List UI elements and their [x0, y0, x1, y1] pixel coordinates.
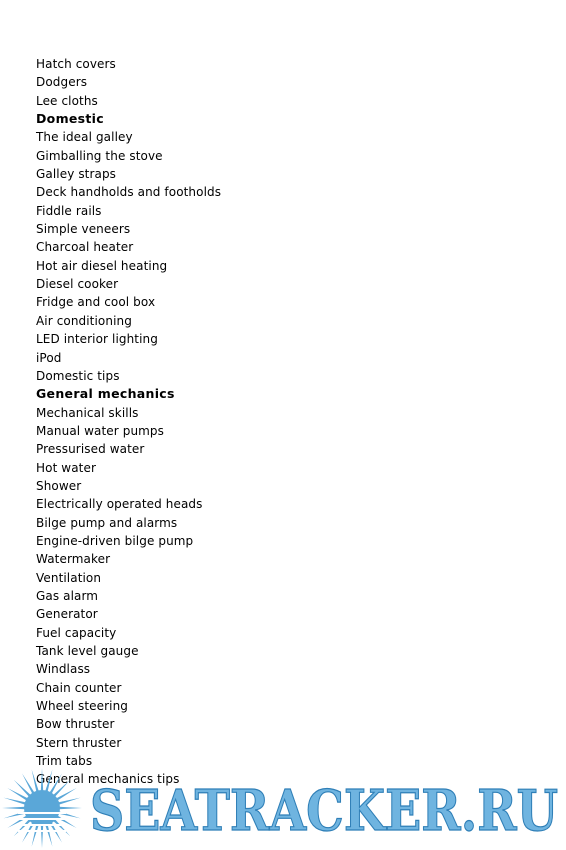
toc-entry: Bilge pump and alarms	[36, 515, 178, 530]
sun-logo-icon	[2, 768, 82, 848]
toc-entry: Charcoal heater	[36, 240, 134, 255]
toc-entry: Domestic tips	[36, 368, 120, 383]
toc-entry: Gimballing the stove	[36, 148, 163, 163]
table-of-contents	[36, 55, 221, 789]
toc-entry: Diesel cooker	[36, 277, 119, 292]
toc-entry: Deck handholds and footholds	[36, 185, 222, 200]
toc-entry: Hatch covers	[36, 57, 116, 71]
toc-entry: Tank level gauge	[36, 644, 139, 658]
toc-entry: General mechanics tips	[36, 772, 180, 787]
toc-entry: Chain counter	[36, 680, 122, 695]
toc-entry: Engine-driven bilge pump	[36, 533, 194, 548]
toc-entry: Galley straps	[36, 167, 117, 182]
toc-entry: Hot air diesel heating	[36, 258, 168, 273]
toc-entry: Stern thruster	[36, 735, 122, 750]
toc-entry: Manual water pumps	[36, 423, 165, 438]
toc-entry: Mechanical skills	[36, 405, 139, 420]
toc-entry: Gas alarm	[36, 588, 99, 603]
toc-entry: Fiddle rails	[36, 203, 102, 218]
toc-entry: Shower	[36, 478, 82, 493]
toc-entry: Wheel steering	[36, 699, 128, 714]
toc-section-heading: Domestic	[36, 111, 104, 127]
watermark-text: SEATRACKER.RU	[90, 778, 558, 844]
toc-entry: Dodgers	[36, 75, 88, 90]
toc-entry: Windlass	[36, 662, 91, 677]
toc-entry: iPod	[36, 350, 62, 365]
seatracker-watermark	[0, 768, 566, 850]
toc-entry: Simple veneers	[36, 222, 131, 237]
toc-entry: Fridge and cool box	[36, 295, 156, 310]
toc-entry: Electrically operated heads	[36, 497, 203, 512]
toc-section-heading: General mechanics	[36, 386, 175, 402]
toc-entry: Ventilation	[36, 570, 102, 585]
toc-entry: LED interior lighting	[36, 332, 158, 347]
toc-entry: Pressurised water	[36, 442, 145, 457]
toc-entry: Air conditioning	[36, 313, 132, 328]
toc-entry: Fuel capacity	[36, 625, 117, 640]
toc-entry: The ideal galley	[36, 130, 133, 145]
toc-entry: Hot water	[36, 460, 96, 475]
toc-entry: Bow thruster	[36, 717, 115, 732]
toc-entry: Generator	[36, 607, 98, 622]
toc-entry: Lee cloths	[36, 93, 98, 108]
toc-entry: Watermaker	[36, 552, 111, 567]
toc-entry: Trim tabs	[36, 754, 93, 769]
